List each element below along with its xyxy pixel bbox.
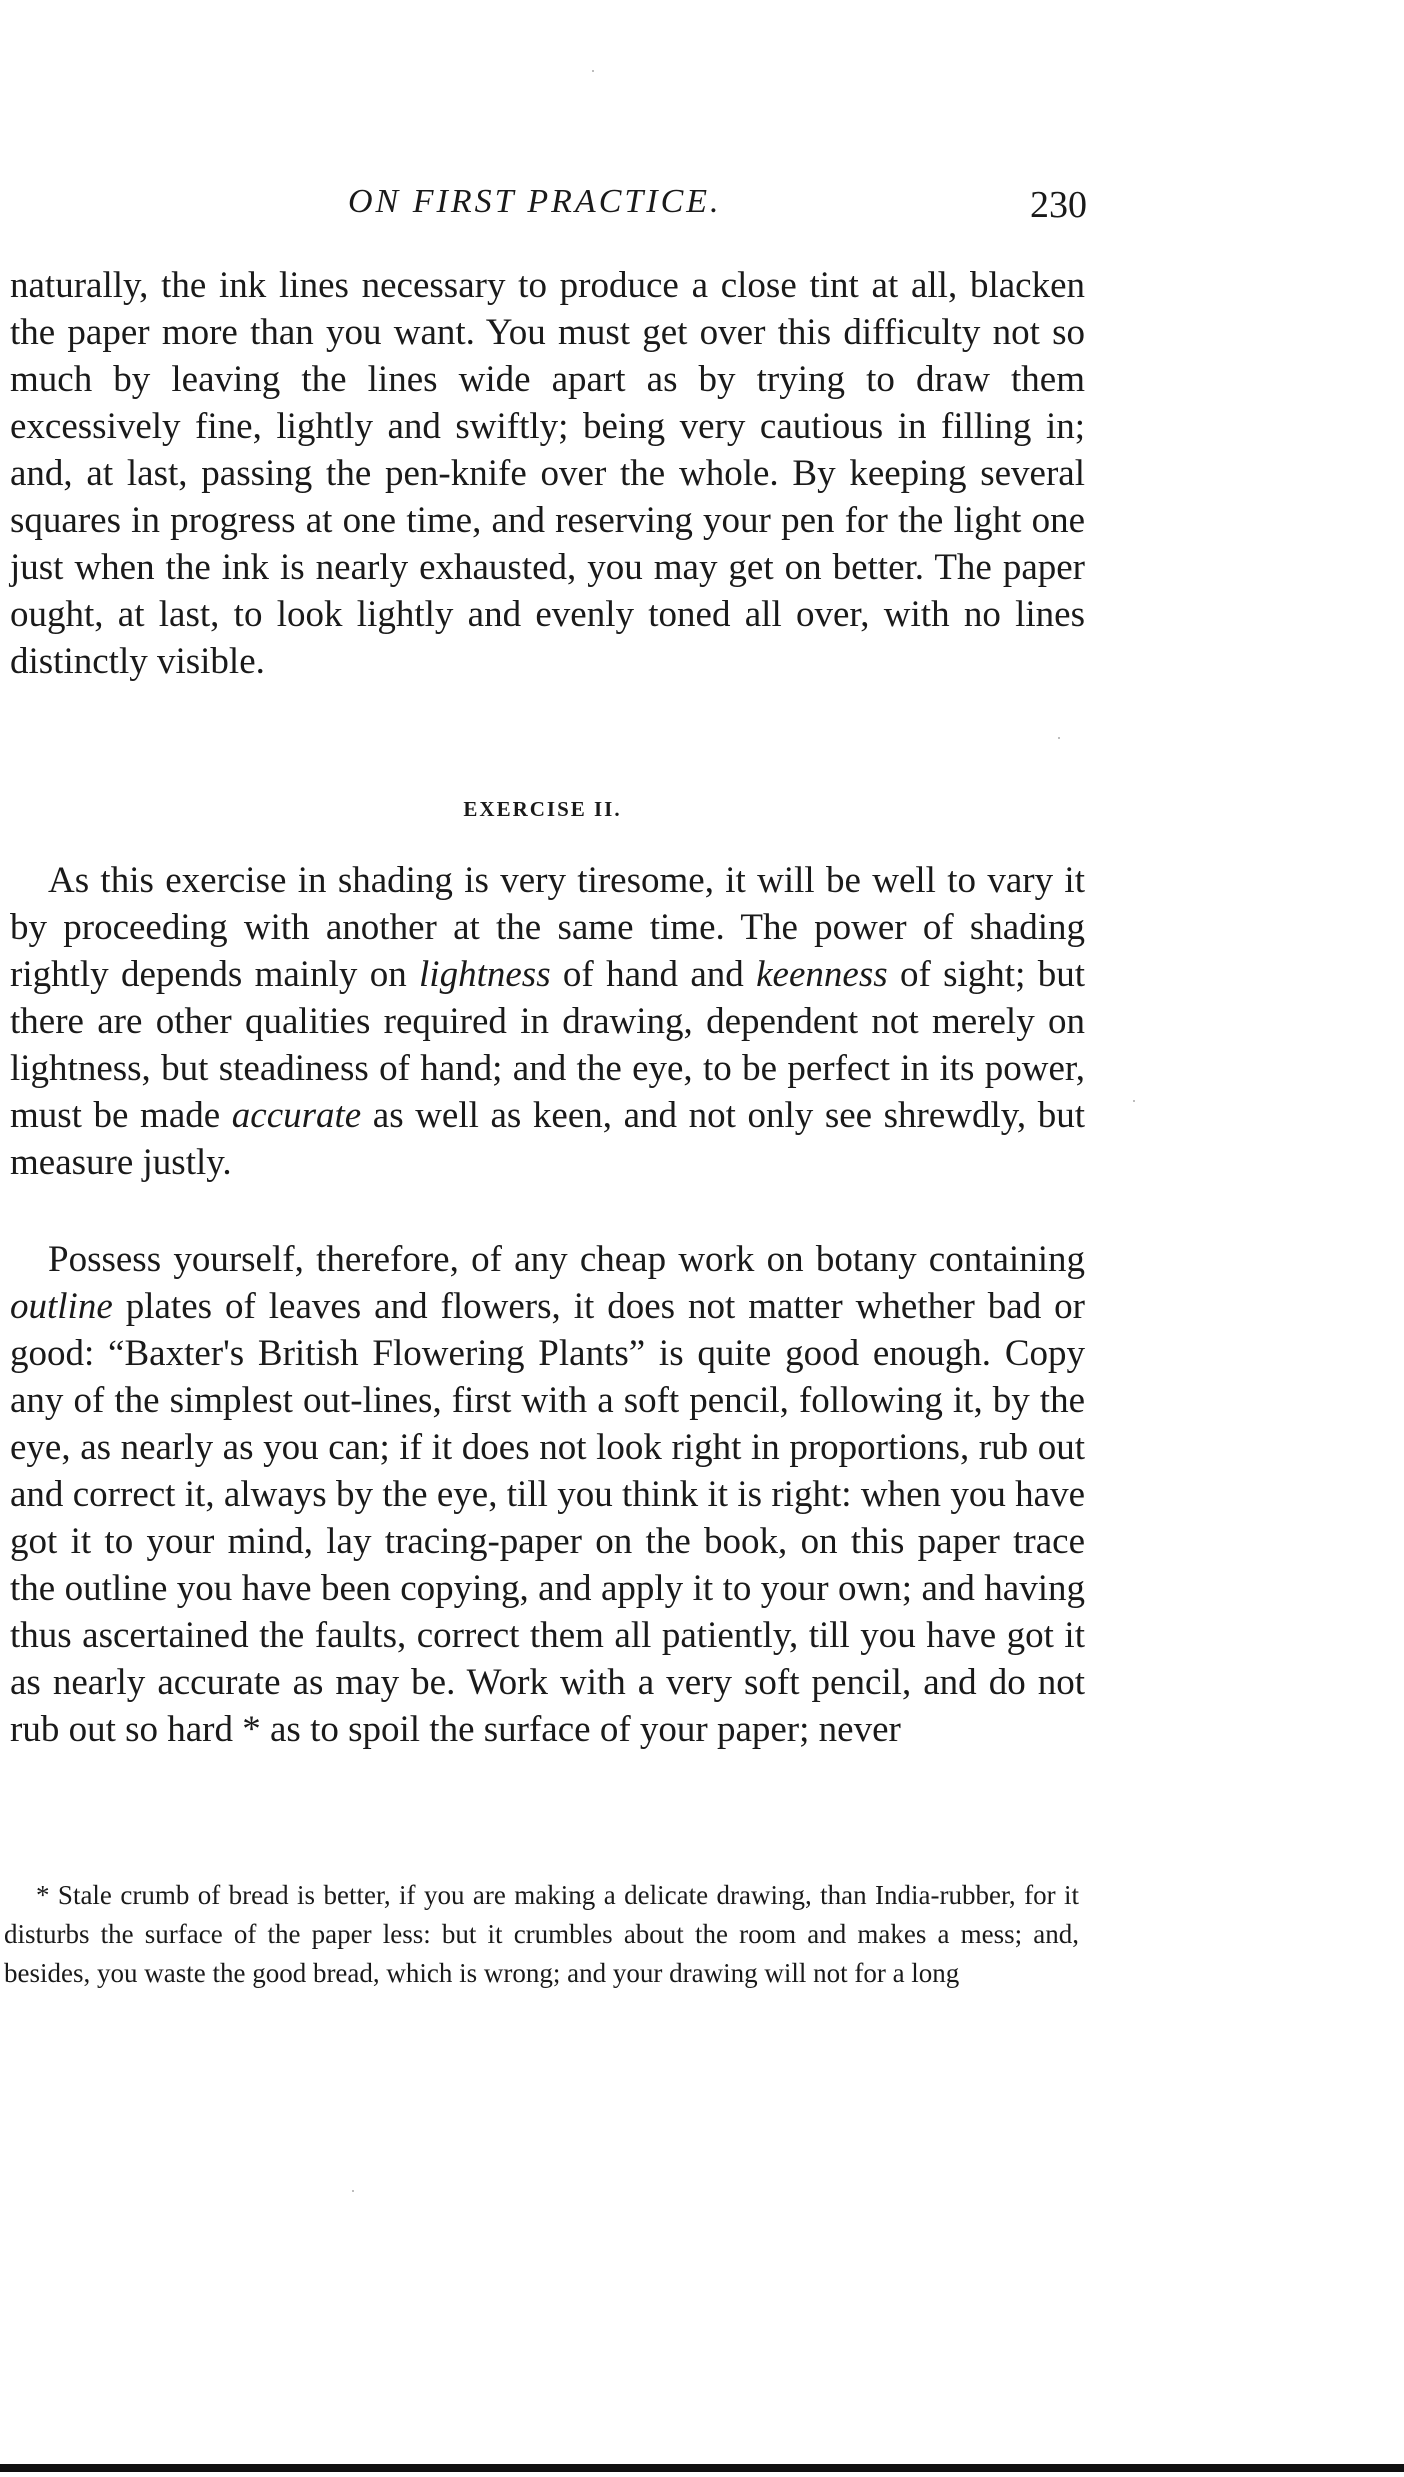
paper-speck	[1058, 737, 1060, 739]
paper-speck	[352, 2190, 354, 2192]
paragraph-text: of hand and	[550, 954, 757, 995]
paragraph-text: plates of leaves and flowers, it does not matter whether bad or good: “Baxter's British Flowering Plants” is quite good enough. Copy any of the simplest out-lines, first with a soft pencil, following it, by the eye, as nearly as you can; if it does not look right in proportions, rub out and correct it, always by the eye, till you think it is right: when you have got it to your mind, lay tracing-paper on the book, on this paper trace the outline you have been copying, and apply it to your own; and having thus ascertained the faults, correct them all patiently, till you have got it as nearly accurate as may be. Work with a very soft pencil, and do not rub out so hard * as to spoil the surface of your paper; never	[10, 1286, 1085, 1750]
paragraph-text: Possess yourself, therefore, of any cheap work on botany containing	[48, 1239, 1085, 1280]
paragraph-text: As this exercise in shading is very tiresome, it will be well to vary it by proceeding with another at the same time. The power of shading rightly depends mainly on	[10, 860, 1085, 995]
running-head	[0, 183, 1100, 235]
footnote: * Stale crumb of bread is better, if you are making a delicate drawing, than India-rubber, for it disturbs the surface of the paper less: but it crumbles about the room and makes a mess; and, besides, you waste the good bread, which is wrong; and your drawing will not for a long	[4, 1880, 1079, 1988]
scan-edge	[0, 2464, 1404, 2472]
paragraph-continued	[10, 262, 1085, 685]
emphasis-text: lightness	[419, 954, 551, 995]
paragraph-text: of sight; but there are other qualities required in drawing, dependent not merely on lightness, but steadiness of hand; and the eye, to be perfect in its power, must be made	[10, 954, 1085, 1136]
section-heading: EXERCISE II.	[463, 797, 622, 821]
paragraph-exercise-intro	[10, 857, 1085, 1186]
paragraph-text: as well as keen, and not only see shrewdly, but measure justly.	[10, 1095, 1085, 1183]
paper-speck	[592, 70, 594, 72]
paragraph-text: naturally, the ink lines necessary to produce a close tint at all, blacken the paper more than you want. You must get over this difficulty not so much by leaving the lines wide apart as by trying to draw them excessively fine, lightly and swiftly; being very cautious in filling in; and, at last, passing the pen-knife over the whole. By keeping several squares in progress at one time, and reserving your pen for the light one just when the ink is nearly exhausted, you may get on better. The paper ought, at last, to look lightly and evenly toned all over, with no lines distinctly visible.	[10, 265, 1085, 682]
paragraph-botany	[10, 1236, 1085, 1753]
paper-speck	[1133, 1100, 1135, 1102]
emphasis-text: outline	[10, 1286, 113, 1327]
emphasis-text: keenness	[756, 954, 888, 995]
page-number: 230	[1030, 184, 1087, 226]
running-title: ON FIRST PRACTICE.	[348, 183, 722, 220]
emphasis-text: accurate	[231, 1095, 362, 1136]
